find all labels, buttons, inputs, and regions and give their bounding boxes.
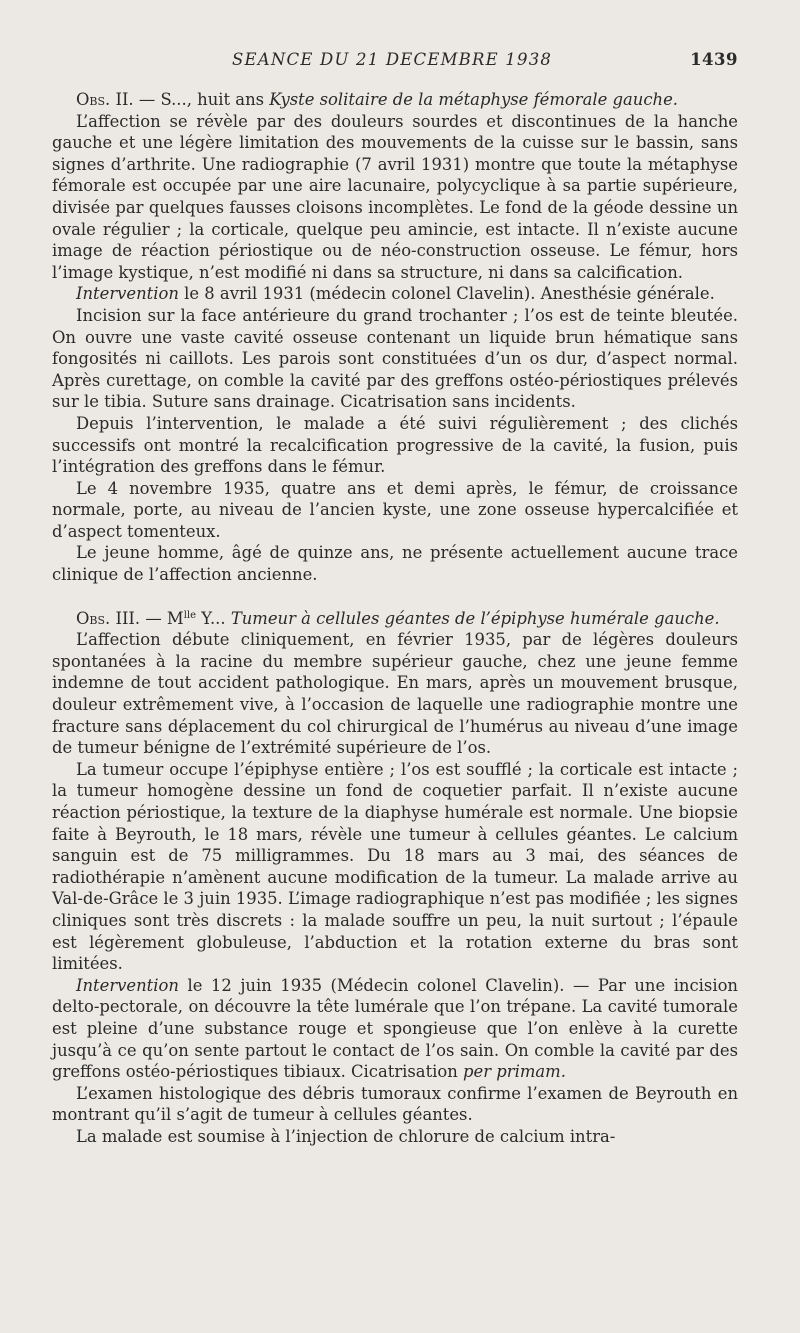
obs3-heading [52, 608, 738, 630]
obs3-dash: — M [140, 608, 184, 628]
page-number: 1439 [690, 50, 738, 69]
obs3-paragraph-1: L’affection débute cliniquement, en février 1935, par de légères douleurs spontanées à la racine du membre supérieur gauche, chez une jeune femme indemne de tout accident pathologique. En mars, après un mouvement brusque, douleur extrêmement vive, à l’occasion de laquelle une radiographie montre une fracture sans déplacement du col chirurgical de l’humérus au niveau d’une image de tumeur bénigne de l’extrémité supérieure de l’os. [52, 630, 738, 758]
obs2-label: Obs. II. [76, 90, 134, 109]
running-title: SEANCE DU 21 DECEMBRE 1938 [232, 50, 553, 69]
obs3-label: Obs. III. [76, 608, 141, 628]
obs3-paragraph-3 [52, 975, 738, 1083]
obs3-title: Tumeur à cellules géantes de l’épiphyse humérale gauche. [230, 608, 720, 628]
obs2-paragraph-6: Le jeune homme, âgé de quinze ans, ne présente actuellement aucune trace clinique de l’affection ancienne. [52, 543, 738, 585]
obs3-paragraph-4: L’examen histologique des débris tumoraux confirme l’examen de Beyrouth en montrant qu’il s’agit de tumeur à cellules géantes. [52, 1083, 738, 1125]
obs3-paragraph-2: La tumeur occupe l’épiphyse entière ; l’os est soufflé ; la corticale est intacte ; la tumeur homogène dessine un fond de coquetier parfait. Il n’existe aucune réaction périostique, la texture de la diaphyse humérale est normale. Une biopsie faite à Beyrouth, le 18 mars, révèle une tumeur à cellules géantes. Le calcium sanguin est de 75 milligrammes. Du 18 mars au 3 mai, des séances de radiothérapie n’amènent aucune modification de la tumeur. La malade arrive au Val-de-Grâce le 3 juin 1935. L’image radiographique n’est pas modifiée ; les signes cliniques sont très discrets : la malade souffre un peu, la nuit surtout ; l’épaule est légèrement globuleuse, l’abduction et la rotation externe du bras sont limitées. [52, 759, 739, 974]
obs3-paragraph-5: La malade est soumise à l’injection de chlorure de calcium intra- [76, 1126, 616, 1146]
obs2-title: Kyste solitaire de la métaphyse fémorale gauche. [269, 90, 678, 109]
obs2-intervention-label: Intervention [76, 284, 179, 304]
section-gap [52, 586, 738, 608]
obs2-patient: — S..., huit ans [133, 90, 270, 109]
obs3-patient: Y... [196, 608, 231, 628]
obs2-paragraph-1: L’affection se révèle par des douleurs sourdes et discontinues de la hanche gauche et une légère limitation des mouvements de la cuisse sur le bassin, sans signes d’arthrite. Une radiographie (7 avril 1931) montre que toute la métaphyse fémorale est occupée par une aire lacunaire, polycyclique à sa partie supérieure, divisée par quelques fausses cloisons incomplètes. Le fond de la géode dessine un ovale régulier ; la corticale, quelque peu amincie, est intacte. Il n’existe aucune image de réaction périostique ou de néo-construction osseuse. Le fémur, hors l’image kystique, n’est modifié ni dans sa structure, ni dans sa calcification. [52, 111, 738, 282]
obs2-paragraph-3: Incision sur la face antérieure du grand trochanter ; l’os est de teinte bleutée. On ouvre une vaste cavité osseuse contenant un liquide brun hématique sans fongosités ni caillots. Les parois sont constituées d’un os dur, d’aspect normal. Après curettage, on comble la cavité par des greffons ostéo-périostiques prélevés sur le tibia. Suture sans drainage. Cicatrisation sans incidents. [52, 305, 738, 412]
page-header [52, 50, 738, 72]
obs2-paragraph-5: Le 4 novembre 1935, quatre ans et demi après, le fémur, de croissance normale, porte, au niveau de l’ancien kyste, une zone osseuse hypercalcifiée et d’aspect tomenteux. [52, 478, 738, 541]
obs3-per-primam: per primam. [463, 1062, 566, 1082]
obs3-intervention-label: Intervention [76, 975, 179, 995]
obs3-sup: lle [183, 609, 197, 621]
obs2-intervention-text: le 8 avril 1931 (médecin colonel Clavelin). Anesthésie générale. [178, 284, 715, 304]
page-body [52, 89, 738, 1148]
obs2-paragraph-4: Depuis l’intervention, le malade a été suivi régulièrement ; des clichés successifs ont montré la recalcification progressive de la cavité, la fusion, puis l’intégration des greffons dans le fémur. [52, 413, 738, 477]
obs2-heading [52, 89, 738, 111]
obs3-intervention-text: le 12 juin 1935 (Médecin colonel Clavelin). — Par une incision delto-pectorale, on découvre la tête lumérale que l’on trépane. La cavité tumorale est pleine d’une substance rouge et spongieuse que l’on enlève à la curette jusqu’à ce qu’on sente partout le contact de l’os sain. On comble la cavité par des greffons ostéo-périostiques tibiaux. Cicatrisation [52, 975, 738, 1082]
obs2-paragraph-2 [52, 283, 738, 305]
